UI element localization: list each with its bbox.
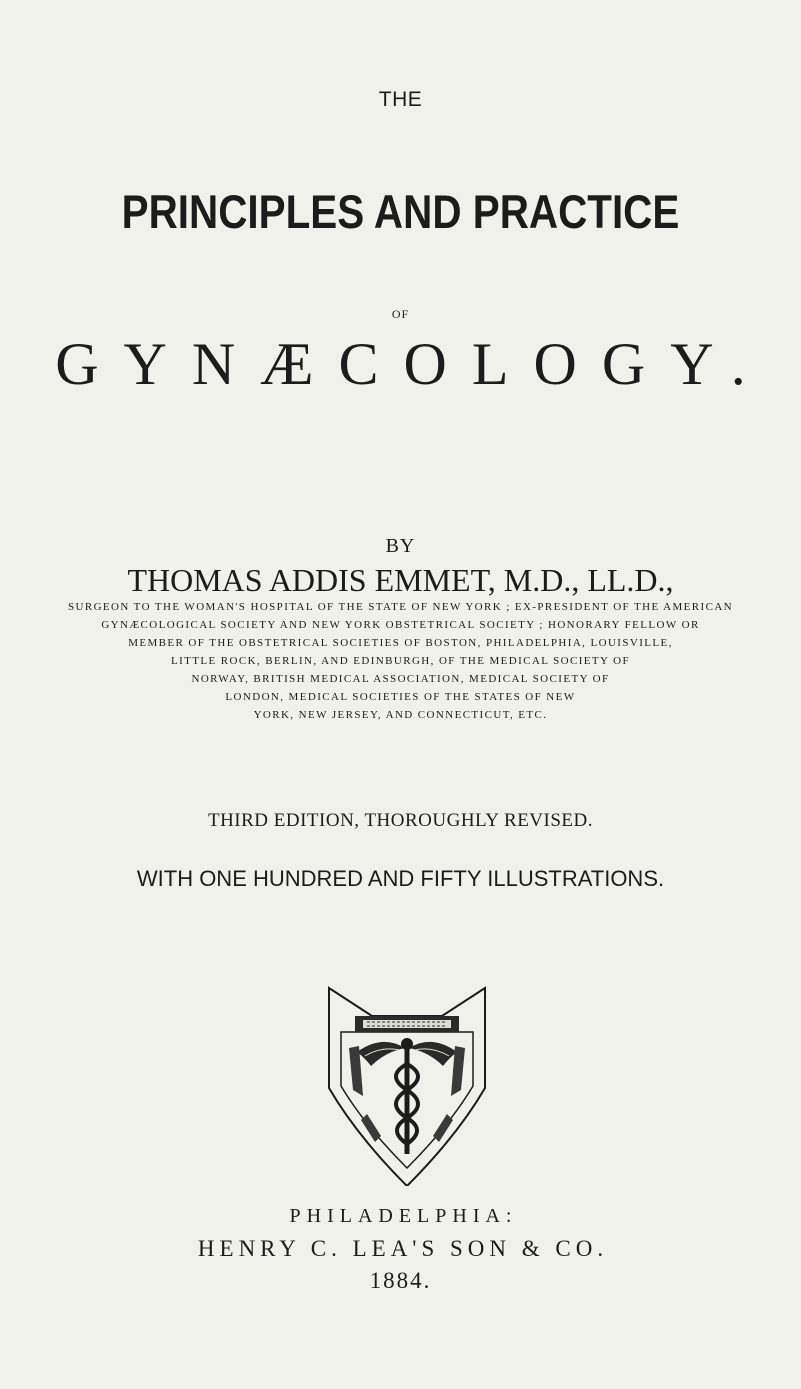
edition-note: THIRD EDITION, THOROUGHLY REVISED. — [207, 810, 594, 831]
author-name: THOMAS ADDIS EMMET, M.D., LL.D., — [127, 562, 674, 598]
credentials-line: SURGEON TO THE WOMAN'S HOSPITAL OF THE STATE OF NEW YORK ; EX-PRESIDENT OF THE AMERICAN — [67, 601, 734, 613]
of-label: OF — [391, 307, 410, 321]
credentials-line: YORK, NEW JERSEY, AND CONNECTICUT, ETC. — [253, 709, 548, 721]
main-title: PRINCIPLES AND PRACTICE — [121, 185, 680, 238]
by-label: BY — [385, 535, 416, 557]
credentials-line: LONDON, MEDICAL SOCIETIES OF THE STATES OF NEW — [225, 691, 576, 703]
credentials-line: GYNÆCOLOGICAL SOCIETY AND NEW YORK OBSTETRICAL SOCIETY ; HONORARY FELLOW OR — [101, 619, 700, 631]
publication-city: PHILADELPHIA: — [289, 1205, 518, 1227]
credentials-line: MEMBER OF THE OBSTETRICAL SOCIETIES OF BOSTON, PHILADELPHIA, LOUISVILLE, — [128, 637, 673, 649]
subject-title: GYNÆCOLOGY. — [55, 331, 771, 397]
credentials-line: LITTLE ROCK, BERLIN, AND EDINBURGH, OF THE MEDICAL SOCIETY OF — [171, 655, 630, 667]
publication-year: 1884. — [369, 1268, 432, 1293]
caduceus-shield-emblem-icon — [327, 986, 487, 1186]
publisher-name: HENRY C. LEA'S SON & CO. — [197, 1236, 609, 1261]
illustrations-note: WITH ONE HUNDRED AND FIFTY ILLUSTRATIONS. — [136, 866, 665, 891]
pre-title: THE — [378, 88, 423, 111]
credentials-line: NORWAY, BRITISH MEDICAL ASSOCIATION, MEDICAL SOCIETY OF — [191, 673, 610, 685]
